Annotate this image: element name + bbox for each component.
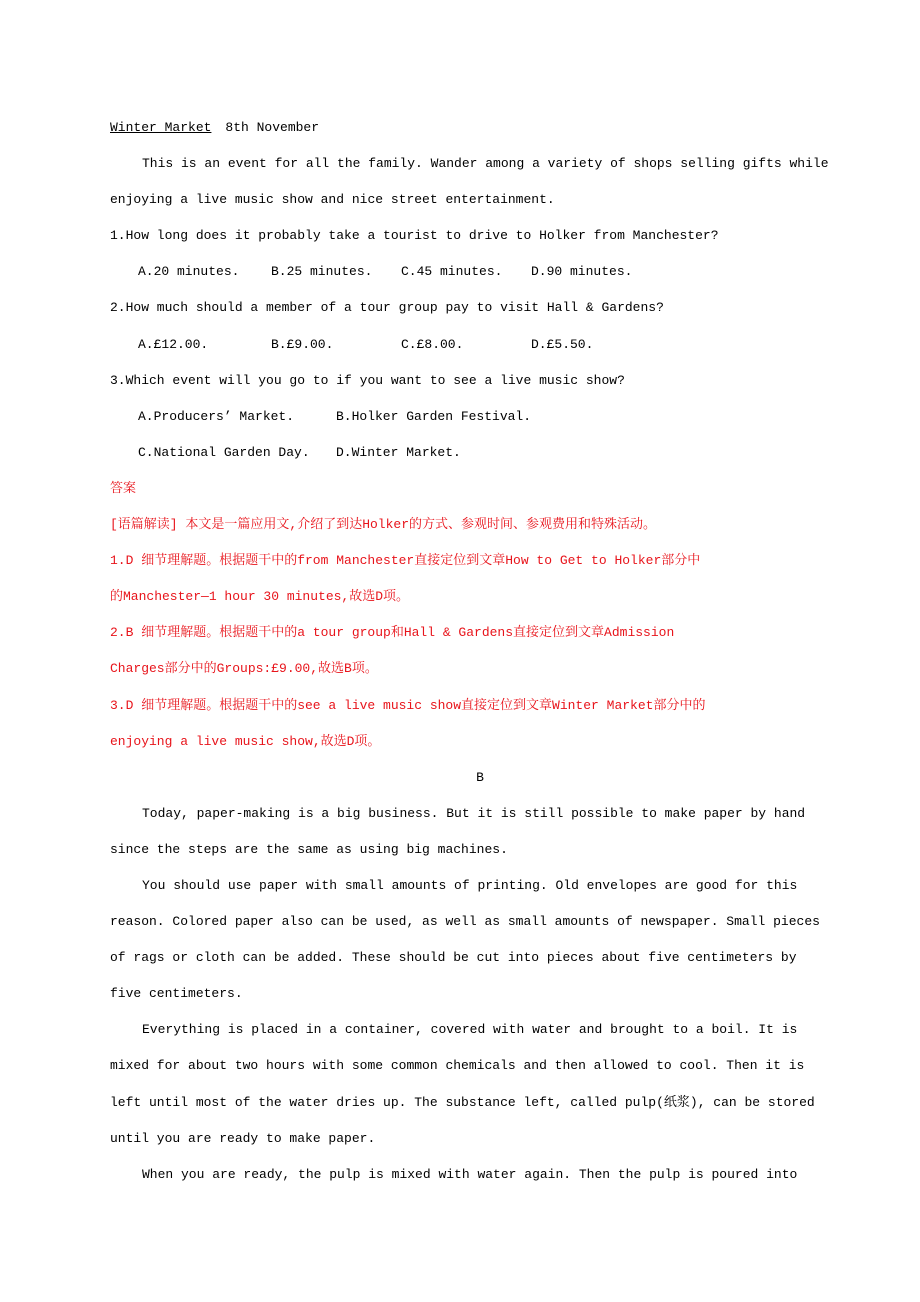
answer-line: 3.D 细节理解题。根据题干中的see a live music show直接定位到文章Winter Market部分中的 — [110, 697, 706, 713]
winter-market-text: enjoying a live music show and nice street entertainment. — [110, 192, 555, 208]
option: B.£9.00. — [271, 336, 334, 352]
option: D.Winter Market. — [336, 444, 461, 460]
passage-line: Today, paper-making is a big business. But it is still possible to make paper by hand — [142, 805, 806, 821]
answer-line: 的Manchester—1 hour 30 minutes,故选D项。 — [110, 589, 410, 605]
answer-line: 1.D 细节理解题。根据题干中的from Manchester直接定位到文章How to Get to Holker部分中 — [110, 553, 701, 569]
option: A.£12.00. — [138, 336, 209, 352]
section-b-label: B — [476, 769, 484, 785]
passage-line: of rags or cloth can be added. These should be cut into pieces about five centimeters by — [110, 950, 797, 966]
option: C.£8.00. — [401, 336, 464, 352]
passage-line: reason. Colored paper also can be used, as well as small amounts of newspaper. Small pieces — [110, 914, 820, 930]
option: B.Holker Garden Festival. — [336, 408, 532, 424]
winter-market-title: Winter Market — [110, 120, 212, 135]
question-options — [110, 406, 850, 442]
winter-market-heading — [110, 117, 850, 153]
question-stem: 1.How long does it probably take a tourist to drive to Holker from Manchester? — [110, 228, 719, 244]
passage-line: until you are ready to make paper. — [110, 1130, 376, 1146]
question-options — [110, 261, 850, 297]
passage-line: You should use paper with small amounts of printing. Old envelopes are good for this — [142, 877, 798, 893]
passage-line: five centimeters. — [110, 986, 243, 1002]
answer-line: enjoying a live music show,故选D项。 — [110, 733, 381, 749]
section-b-passage — [110, 803, 850, 1200]
document-page — [110, 117, 850, 1200]
passage-line: mixed for about two hours with some common chemicals and then allowed to cool. Then it is — [110, 1058, 805, 1074]
answer-line: [语篇解读] 本文是一篇应用文,介绍了到达Holker的方式、参观时间、参观费用和特殊活动。 — [110, 517, 657, 533]
option: B.25 minutes. — [271, 264, 373, 280]
answer-line: 2.B 细节理解题。根据题干中的a tour group和Hall & Gardens直接定位到文章Admission — [110, 625, 675, 641]
passage-line: When you are ready, the pulp is mixed with water again. Then the pulp is poured into — [142, 1166, 798, 1182]
passage-line: left until most of the water dries up. The substance left, called pulp(纸浆), can be stored — [110, 1094, 815, 1110]
winter-market-text: This is an event for all the family. Wander among a variety of shops selling gifts while — [142, 156, 829, 172]
option: C.National Garden Day. — [138, 444, 310, 460]
option: C.45 minutes. — [401, 264, 503, 280]
passage-line: since the steps are the same as using big machines. — [110, 841, 508, 857]
option: D.£5.50. — [531, 336, 594, 352]
question-options — [110, 442, 850, 478]
winter-market-date: 8th November — [225, 120, 320, 135]
question-stem: 3.Which event will you go to if you want to see a live music show? — [110, 372, 625, 388]
answer-heading: 答案 — [110, 480, 137, 496]
answer-line: Charges部分中的Groups:£9.00,故选B项。 — [110, 661, 378, 677]
option: D.90 minutes. — [531, 264, 633, 280]
question-stem: 2.How much should a member of a tour group pay to visit Hall & Gardens? — [110, 300, 664, 316]
question-options — [110, 334, 850, 370]
option: A.20 minutes. — [138, 264, 240, 280]
option: A.Producers’ Market. — [138, 408, 295, 424]
passage-line: Everything is placed in a container, covered with water and brought to a boil. It is — [142, 1022, 798, 1038]
